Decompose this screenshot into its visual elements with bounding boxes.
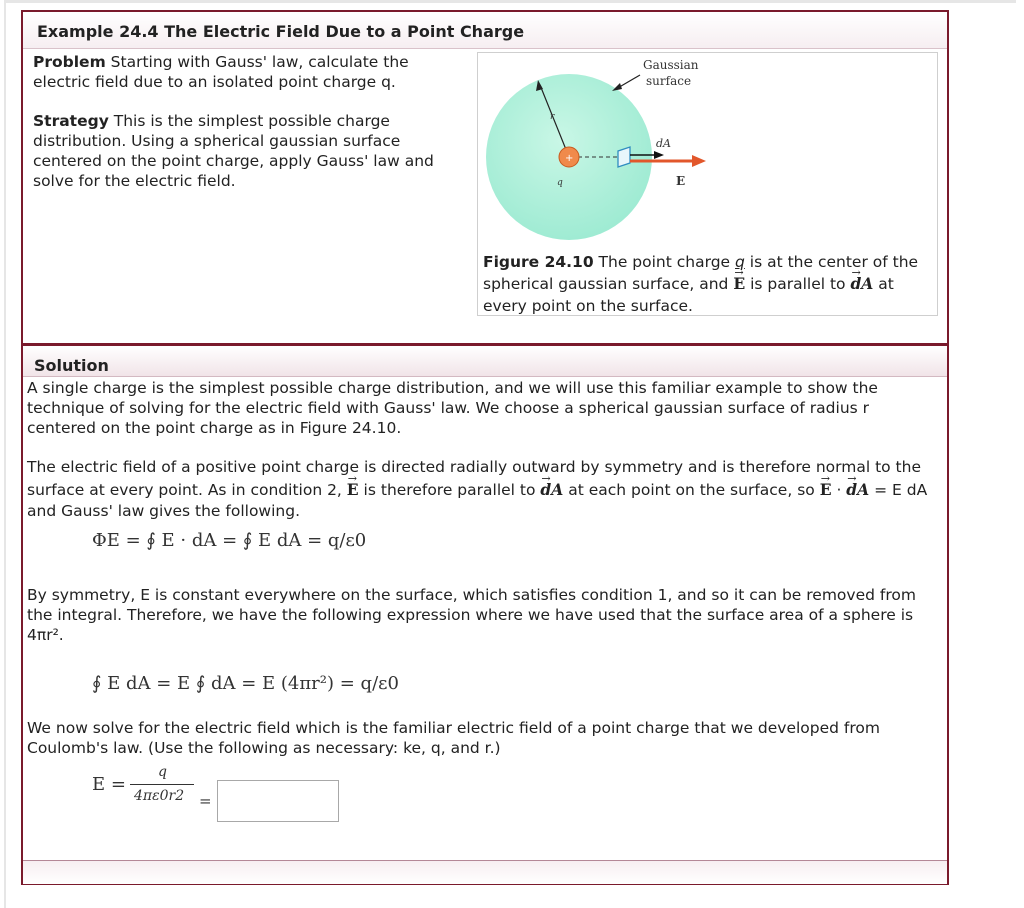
dA-label: dA bbox=[656, 137, 671, 150]
caption-text-3: is parallel to bbox=[745, 275, 851, 293]
solution-header-bar bbox=[23, 346, 947, 377]
p2-text-b: is therefore parallel to bbox=[358, 480, 541, 499]
problem-paragraph bbox=[33, 52, 463, 92]
plus-sign: + bbox=[565, 153, 574, 164]
figure-caption-label: Figure 24.10 bbox=[483, 253, 594, 271]
p2-text-d: = E dA and Gauss' law gives the following. bbox=[27, 480, 928, 520]
solution-paragraph-3: By symmetry, E is constant everywhere on the surface, which satisfies condition 1, and so it can be removed from the integral. Therefore, we have the following expression where we have used that the surface area of a sphere is 4πr². bbox=[27, 586, 916, 644]
example-title: Example 24.4 The Electric Field Due to a Point Charge bbox=[37, 22, 525, 41]
equation-E-denominator: 4πε0r2 bbox=[134, 788, 185, 804]
answer-input[interactable] bbox=[217, 780, 339, 822]
p2-text-a: The electric field of a positive point charge is directed radially outward by symmetry and is therefore normal to the surface at every point. As in condition 2, bbox=[27, 458, 921, 499]
solution-paragraph-4: We now solve for the electric field which is the familiar electric field of a point charge that we developed from Coulomb's law. (Use the following as necessary: ke, q, and r.) bbox=[27, 719, 880, 757]
strategy-paragraph bbox=[33, 111, 463, 191]
solution-paragraph-1: A single charge is the simplest possible charge distribution, and we will use this familiar example to show the technique of solving for the electric field with Gauss' law. We choose a spherical gaussian surface of radius r centered on the point charge as in Figure 24.10. bbox=[27, 379, 878, 437]
gaussian-label-2: surface bbox=[646, 74, 692, 88]
surface-element bbox=[618, 147, 630, 167]
caption-text-4: at every point on the surface. bbox=[483, 275, 894, 315]
equation-equals: = bbox=[199, 792, 212, 810]
caption-q: q bbox=[735, 253, 745, 271]
problem-text: Starting with Gauss' law, calculate the electric field due to an isolated point charge q. bbox=[33, 53, 409, 91]
dA-arrowhead-icon bbox=[654, 151, 664, 159]
problem-label: Problem bbox=[33, 53, 106, 71]
gaussian-label-1: Gaussian bbox=[643, 58, 699, 72]
p2-E-vector-1: → E bbox=[347, 480, 359, 499]
caption-E-vector: → E bbox=[733, 274, 745, 293]
p2-E-vector-2: → E bbox=[820, 480, 832, 499]
strategy-text: This is the simplest possible charge distribution. Using a spherical gaussian surface centered on the point charge, apply Gauss' law and solve for the electric field. bbox=[33, 112, 434, 190]
equation-surface-integral: ∮ E dA = E ∮ dA = E (4πr²) = q/ε0 bbox=[92, 673, 399, 694]
charge-label: q bbox=[557, 178, 563, 188]
p2-dot: · bbox=[831, 480, 847, 499]
equation-E-lhs: E = bbox=[92, 774, 126, 795]
strategy-label: Strategy bbox=[33, 112, 109, 130]
example-footer-bar bbox=[23, 860, 947, 884]
radius-label: r bbox=[550, 112, 555, 122]
solution-paragraph-2 bbox=[27, 457, 939, 523]
equation-E-numerator: q bbox=[158, 764, 167, 780]
E-arrowhead-icon bbox=[692, 155, 706, 167]
p2-dA-vector-2: → dA bbox=[846, 480, 869, 499]
equation-gauss-law: ΦE = ∮ E · dA = ∮ E dA = q/ε0 bbox=[92, 530, 367, 551]
figure-caption bbox=[483, 251, 938, 317]
caption-dA-vector: → dA bbox=[850, 274, 873, 293]
page-left-rule bbox=[4, 0, 6, 908]
caption-text-1: The point charge bbox=[593, 253, 736, 271]
E-label: E bbox=[676, 174, 686, 188]
page-top-rule bbox=[4, 0, 1016, 3]
p2-dA-vector-1: → dA bbox=[540, 480, 563, 499]
fraction-bar bbox=[130, 784, 194, 785]
solution-title: Solution bbox=[34, 356, 109, 375]
caption-text-2: is at the center of the spherical gaussian surface, and bbox=[483, 253, 919, 293]
p2-text-c: at each point on the surface, so bbox=[563, 480, 820, 499]
